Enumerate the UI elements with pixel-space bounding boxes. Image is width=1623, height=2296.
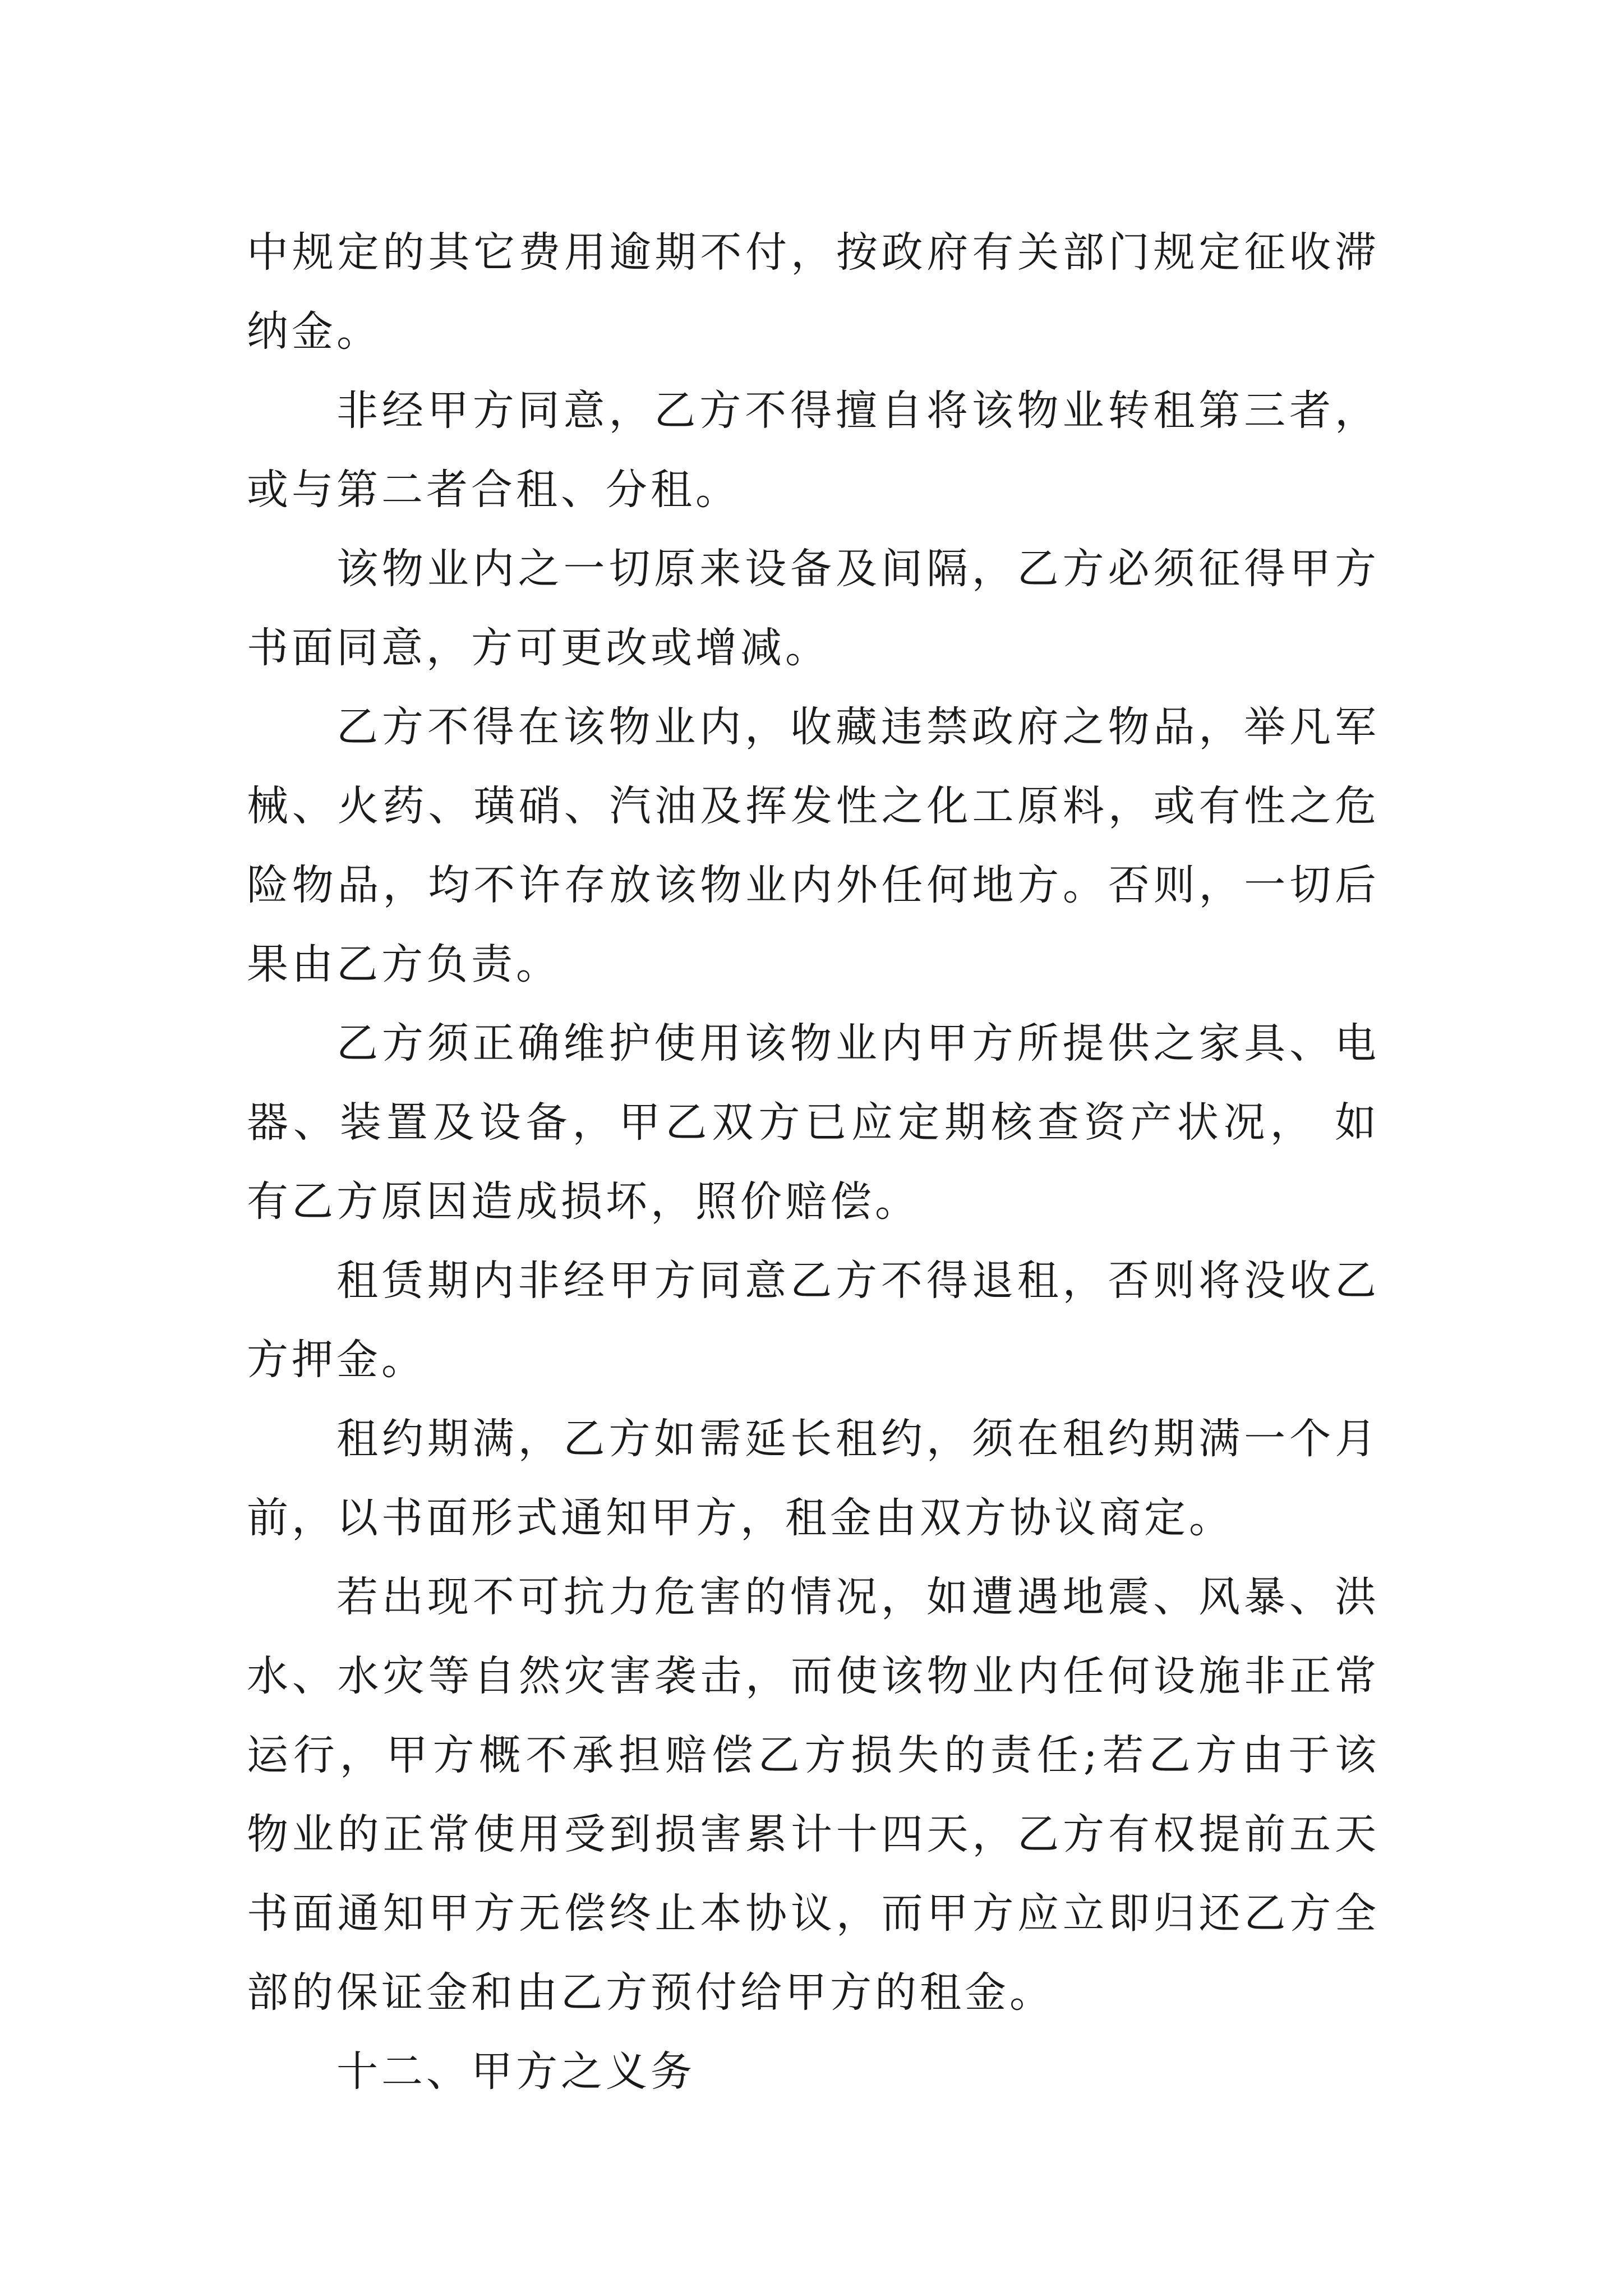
paragraph-prohibited-items: 乙方不得在该物业内，收藏违禁政府之物品，举凡军械、火药、璜硝、汽油及挥发性之化工原料，或有性之危险物品，均不许存放该物业内外任何地方。否则，一切后果由乙方负责。 [247,703,1380,988]
paragraph-maintenance: 乙方须正确维护使用该物业内甲方所提供之家具、电器、装置及设备，甲乙双方已应定期核查资产状况， 如有乙方原因造成损坏，照价赔偿。 [247,1019,1380,1226]
paragraph-renewal: 租约期满，乙方如需延长租约，须在租约期满一个月前，以书面形式通知甲方，租金由双方协议商定。 [247,1415,1380,1542]
paragraph-no-alteration: 该物业内之一切原来设备及间隔，乙方必须征得甲方书面同意，方可更改或增减。 [247,545,1380,672]
paragraph-force-majeure: 若出现不可抗力危害的情况，如遭遇地震、风暴、洪水、水灾等自然灾害袭击，而使该物业内任何设施非正常运行，甲方概不承担赔偿乙方损失的责任;若乙方由于该物业的正常使用受到损害累计十四天，乙方有权提前五天书面通知甲方无偿终止本协议，而甲方应立即归还乙方全部的保证金和由乙方预付给甲方的租金。 [247,1573,1380,2017]
document-body [247,213,1380,2111]
paragraph-late-fees: 中规定的其它费用逾期不付，按政府有关部门规定征收滞纳金。 [247,228,1380,356]
section-heading-landlord-obligations: 十二、甲方之义务 [336,2047,695,2096]
paragraph-no-sublet: 非经甲方同意，乙方不得擅自将该物业转租第三者，或与第二者合租、分租。 [247,386,1380,514]
paragraph-early-termination: 租赁期内非经甲方同意乙方不得退租，否则将没收乙方押金。 [247,1257,1380,1384]
